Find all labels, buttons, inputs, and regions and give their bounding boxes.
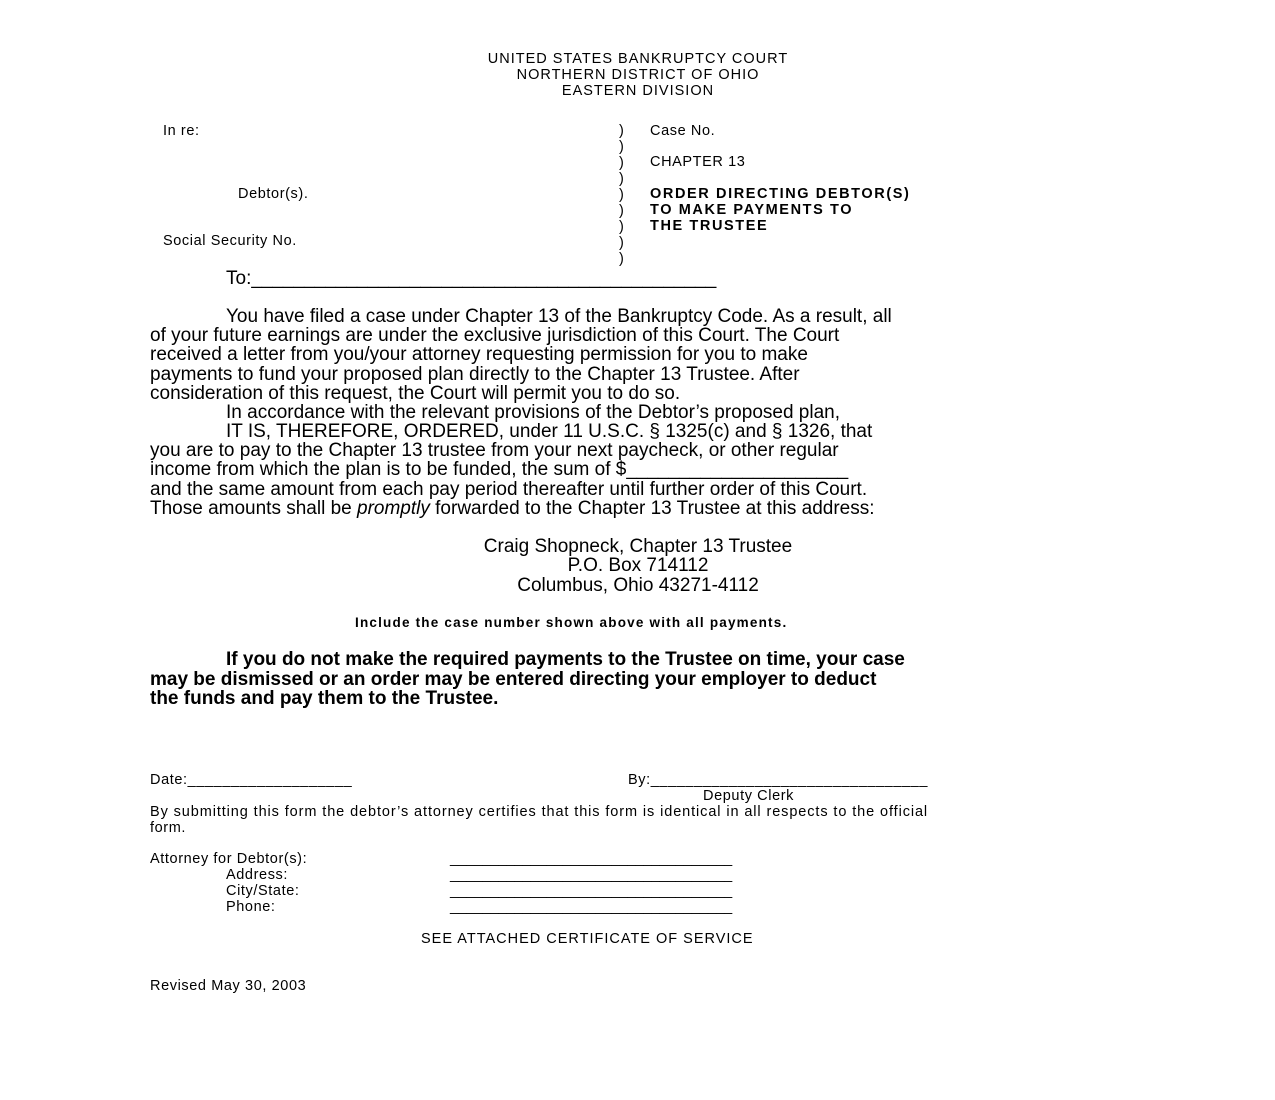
deputy-clerk-label: Deputy Clerk xyxy=(703,788,795,804)
body-line: payments to fund your proposed plan directly to the Chapter 13 Trustee. After xyxy=(150,364,800,385)
in-re-label: In re: xyxy=(163,123,200,139)
body-line: and the same amount from each pay period thereafter until further order of this Court. xyxy=(150,479,868,500)
body-line: You have filed a case under Chapter 13 of the Bankruptcy Code. As a result, all xyxy=(226,306,892,327)
warning-line: the funds and pay them to the Trustee. xyxy=(150,688,499,709)
caption-paren: ) xyxy=(619,203,624,219)
body-line: consideration of this request, the Court will permit you to do so. xyxy=(150,383,681,404)
attorney-city-label: City/State: xyxy=(226,883,300,899)
ssn-label: Social Security No. xyxy=(163,233,297,249)
order-title: THE TRUSTEE xyxy=(650,218,769,234)
warning-line: may be dismissed or an order may be entered directing your employer to deduct xyxy=(150,669,877,690)
attorney-address-blank: ___________________________________ xyxy=(450,867,733,883)
caption-paren: ) xyxy=(619,219,624,235)
caption-paren: ) xyxy=(619,235,624,251)
attorney-address-label: Address: xyxy=(226,867,289,883)
body-line: you are to pay to the Chapter 13 trustee from your next paycheck, or other regular xyxy=(150,440,839,461)
certify-text: By submitting this form the debtor’s attorney certifies that this form is identical in all respects to the official xyxy=(150,804,929,820)
warning-line: If you do not make the required payments to the Trustee on time, your case xyxy=(226,649,905,670)
court-district: NORTHERN DISTRICT OF OHIO xyxy=(516,67,760,83)
attorney-city-blank: ___________________________________ xyxy=(450,883,733,899)
body-line: IT IS, THEREFORE, ORDERED, under 11 U.S.C. § 1325(c) and § 1326, that xyxy=(226,421,873,442)
case-no-label: Case No. xyxy=(650,123,716,139)
caption-paren: ) xyxy=(619,139,624,155)
trustee-city: Columbus, Ohio 43271-4112 xyxy=(517,575,759,596)
body-line: of your future earnings are under the exclusive jurisdiction of this Court. The Court xyxy=(150,325,840,346)
attorney-phone-label: Phone: xyxy=(226,899,276,915)
certify-text: form. xyxy=(150,820,187,836)
trustee-name: Craig Shopneck, Chapter 13 Trustee xyxy=(483,536,793,557)
debtors-label: Debtor(s). xyxy=(238,186,309,202)
body-line: received a letter from you/your attorney requesting permission for you to make xyxy=(150,344,808,365)
trustee-po-box: P.O. Box 714112 xyxy=(567,555,709,576)
caption-paren: ) xyxy=(619,187,624,203)
body-text: Those amounts shall be xyxy=(150,498,358,519)
include-note: Include the case number shown above with all payments. xyxy=(355,615,788,630)
attorney-name-blank: ___________________________________ xyxy=(450,851,733,867)
date-field: Date:___________________ xyxy=(150,772,353,788)
certificate-note: SEE ATTACHED CERTIFICATE OF SERVICE xyxy=(421,931,754,947)
body-text: forwarded to the Chapter 13 Trustee at this address: xyxy=(429,498,875,519)
body-line: income from which the plan is to be funded, the sum of $_____________________ xyxy=(150,459,849,480)
by-field: By:________________________________ xyxy=(628,772,929,788)
caption-paren: ) xyxy=(619,123,624,139)
attorney-label: Attorney for Debtor(s): xyxy=(150,851,308,867)
court-name: UNITED STATES BANKRUPTCY COURT xyxy=(487,51,789,67)
caption-paren: ) xyxy=(619,171,624,187)
body-line: In accordance with the relevant provisions of the Debtor’s proposed plan, xyxy=(226,402,840,423)
court-division: EASTERN DIVISION xyxy=(561,83,715,99)
order-title: TO MAKE PAYMENTS TO xyxy=(650,202,854,218)
emphasis-text: promptly xyxy=(357,498,430,519)
body-line xyxy=(150,499,875,518)
revised-date: Revised May 30, 2003 xyxy=(150,978,307,994)
to-line: To:____________________________________________ xyxy=(226,268,717,289)
order-title: ORDER DIRECTING DEBTOR(S) xyxy=(650,186,911,202)
chapter-label: CHAPTER 13 xyxy=(650,154,746,170)
caption-paren: ) xyxy=(619,251,624,267)
attorney-phone-blank: ___________________________________ xyxy=(450,899,733,915)
caption-paren: ) xyxy=(619,155,624,171)
